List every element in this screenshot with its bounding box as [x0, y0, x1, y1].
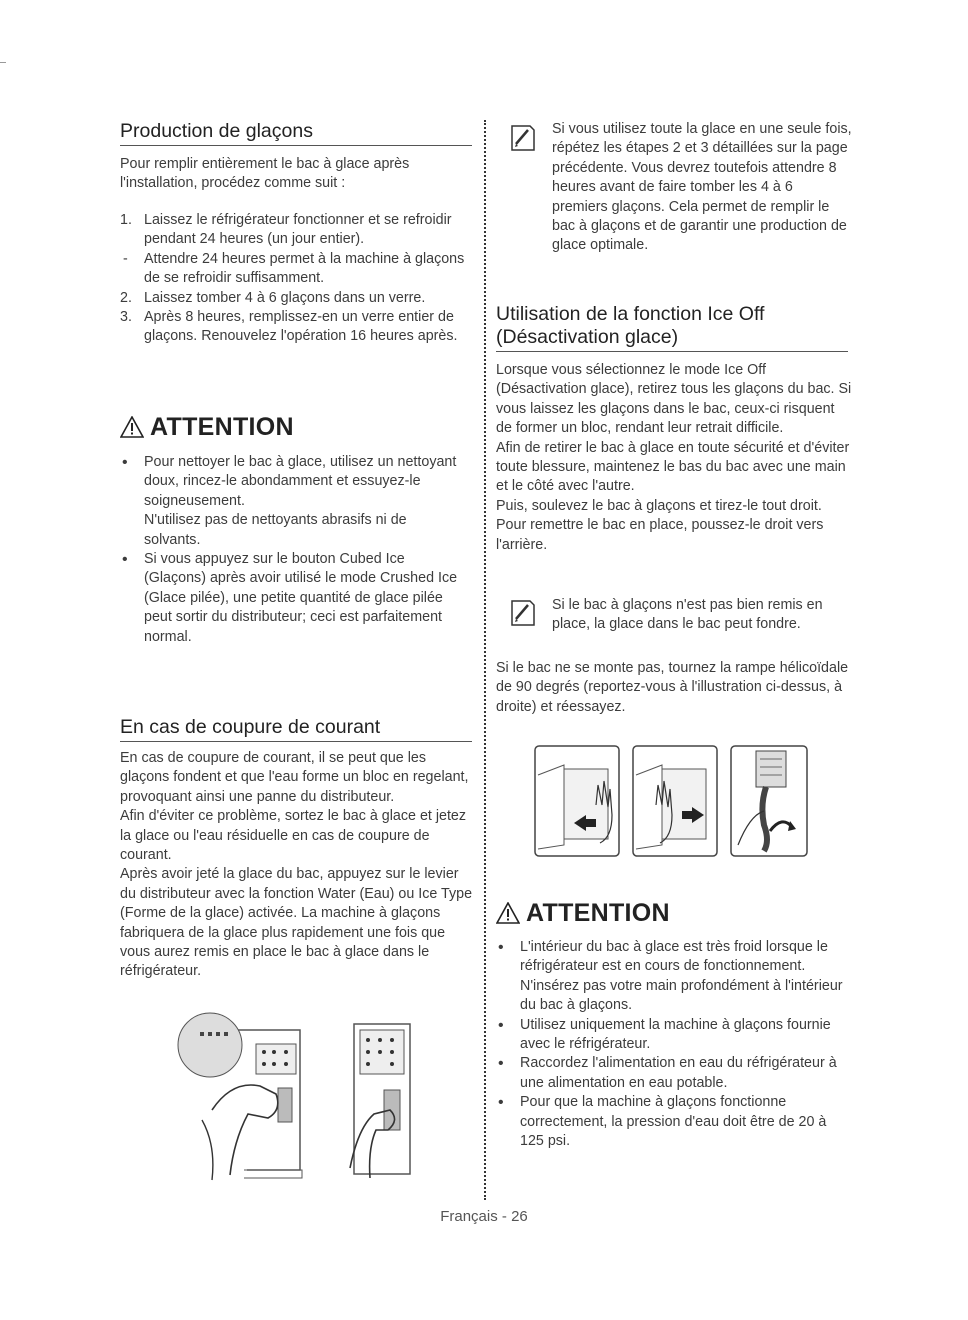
power-p2: Afin d'éviter ce problème, sortez le bac à glace et jetez la glace ou l'eau résiduelle en cas de coupure de courant. [120, 808, 467, 864]
step-2: 2. Laissez tomber 4 à 6 glaçons dans un verre. [120, 289, 426, 306]
attention-bullet: • L'intérieur du bac à glace est très froid lorsque le réfrigérateur est en cours de fonctionnement. N'insérez pas votre main profondément à l'intérieur du bac à glaçons. [498, 939, 843, 1014]
attention-bullet: • Pour que la machine à glaçons fonctionne correctement, la pression d'eau doit être de 20 à 125 psi. [498, 1094, 827, 1150]
note-ice-melt: Si le bac à glaçons n'est pas bien remis en place, la glace dans le bac peut fondre. [552, 597, 823, 633]
attention-list-left [120, 453, 460, 647]
attention-bullet: • Si vous appuyez sur le bouton Cubed Ice (Glaçons) après avoir utilisé le mode Crushed Ice (Glace pilée), une petite quantité de glace pilée peut sortir du distributeur; ceci est parfaitement normal. [122, 551, 458, 645]
note-icon [510, 597, 536, 627]
ice-bin-remove-illustration [534, 745, 620, 857]
ice-off-p3: Puis, soulevez le bac à glaçons et tirez-le tout droit. Pour remettre le bac en place, poussez-le droit vers l'arrière. [496, 497, 824, 553]
production-intro: Pour remplir entièrement le bac à glace après l'installation, procédez comme suit : [120, 156, 410, 192]
dispenser-illustration-ice [172, 1010, 354, 1185]
helical-ramp-rotate-illustration [730, 745, 808, 857]
ice-off-p1: Lorsque vous sélectionnez le mode Ice Off (Désactivation glace), retirez tous les glaçons du bac. Si vous laissez les glaçons dans le bac, ceux-ci risquent de former un bloc, rendant leur retrait difficile. [496, 362, 852, 437]
warning-triangle-icon [120, 416, 144, 438]
page-footer: Français - 26 [440, 1208, 528, 1225]
step-3: 3. Après 8 heures, remplissez-en un verre entier de glaçons. Renouvelez l'opération 16 heures après. [120, 309, 458, 345]
step-1: 1. Laissez le réfrigérateur fonctionner et se refroidir pendant 24 heures (un jour entier). [120, 212, 452, 248]
production-title: Production de glaçons [120, 120, 472, 146]
attention-list-right [496, 938, 852, 1151]
attention-bullet: • Raccordez l'alimentation en eau du réfrigérateur à une alimentation en eau potable. [498, 1055, 837, 1091]
warning-triangle-icon [496, 902, 520, 924]
attention-bullet: • Utilisez uniquement la machine à glaçons fournie avec le réfrigérateur. [498, 1016, 831, 1053]
step-note: - Attendre 24 heures permet à la machine à glaçons de se refroidir suffisamment. [123, 250, 465, 287]
attention-heading-right: ATTENTION [496, 899, 670, 928]
ice-off-title: Utilisation de la fonction Ice Off (Désactivation glace) [496, 303, 848, 352]
note-reuse-ice: Si vous utilisez toute la glace en une seule fois, répétez les étapes 2 et 3 détaillées sur la page précédente. Vous devrez toutefois attendre 8 heures avant de faire tomber les 4 à 6 premiers glaçons. Cela permet de remplir le bac à glaçons et de garantir une production de glace optimale. [552, 121, 852, 254]
production-steps [120, 211, 476, 347]
note-icon [510, 122, 536, 152]
ice-off-p2: Afin de retirer le bac à glace en toute sécurité et d'éviter toute blessure, maintenez le bas du bac avec une main et le côté avec l'autre. [496, 439, 850, 495]
attention-bullet: • Pour nettoyer le bac à glace, utilisez un nettoyant doux, rincez-le abondamment et essuyez-le soigneusement. N'utilisez pas de nettoyants abrasifs ni de solvants. [122, 454, 457, 548]
ice-bin-insert-illustration [632, 745, 718, 857]
power-p1: En cas de coupure de courant, il se peut que les glaçons fondent et que l'eau forme un bloc en regelant, provoquant ainsi une panne du distributeur. [120, 750, 469, 805]
column-divider [484, 120, 486, 1200]
ice-off-text [496, 361, 852, 555]
dispenser-illustration-water [348, 1018, 438, 1183]
power-p3: Après avoir jeté la glace du bac, appuyez sur le levier du distributeur avec la fonction Water (Eau) ou Ice Type (Forme de la glace) activée. La machine à glaçons fabriquera de la glace plus rapidement une fois que vous aurez remis en place le bac à glace dans le réfrigérateur. [120, 866, 473, 980]
margin-tick [0, 62, 6, 63]
ice-off-p4: Si le bac ne se monte pas, tournez la rampe hélicoïdale de 90 degrés (reportez-vous à l'illustration ci-dessus, à droite) et réessayez. [496, 660, 849, 715]
attention-heading-left: ATTENTION [120, 413, 294, 442]
power-outage-text [120, 749, 476, 982]
power-outage-title: En cas de coupure de courant [120, 716, 472, 742]
